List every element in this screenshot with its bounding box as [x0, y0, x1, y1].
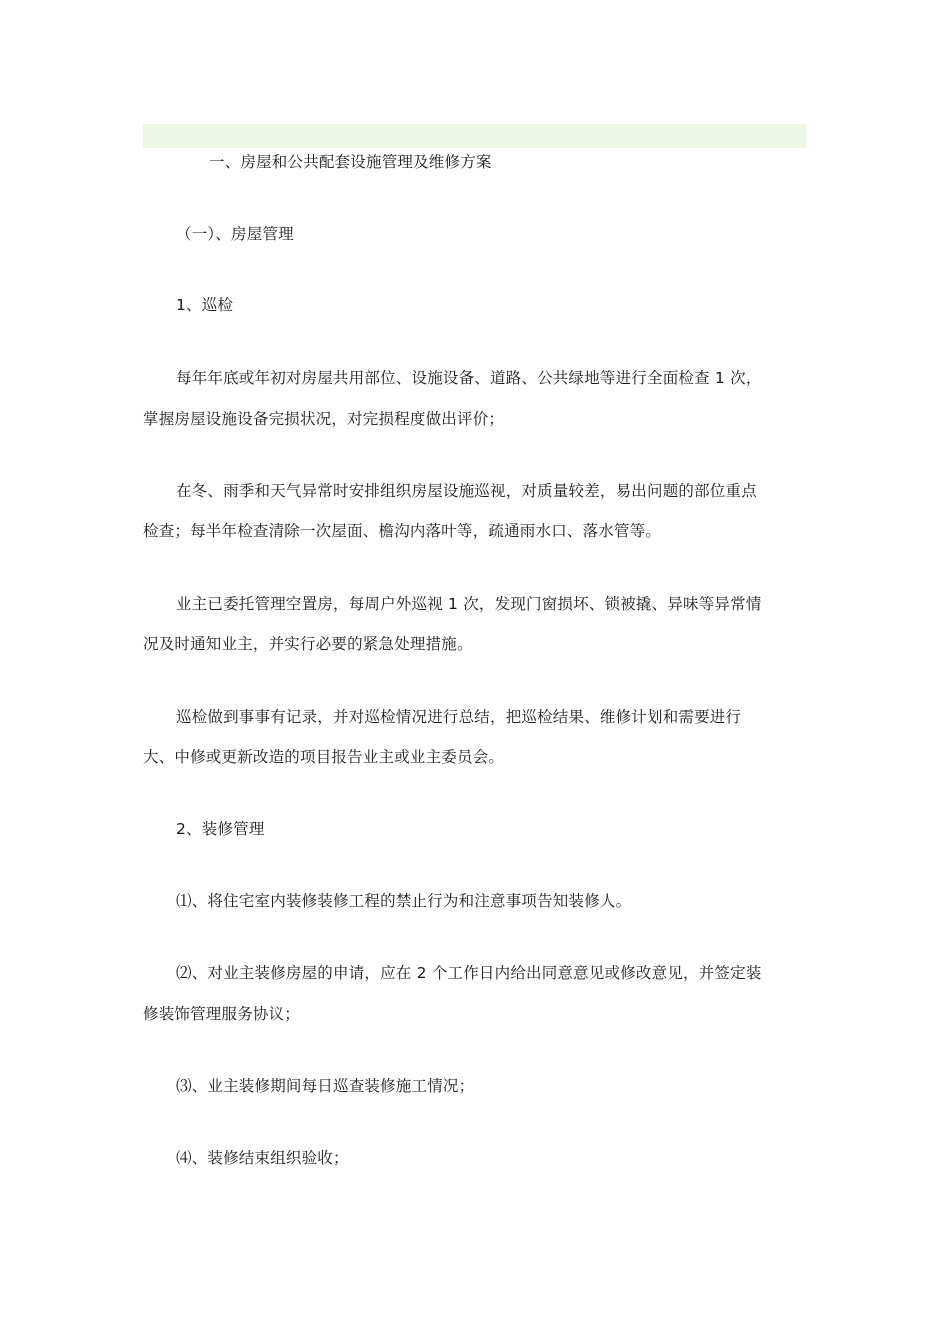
paragraph-4-line-2: 大、中修或更新改造的项目报告业主或业主委员会。 — [143, 748, 505, 766]
subsection-heading-inspection: 1、巡检 — [176, 296, 234, 314]
paragraph-1-line-2: 掌握房屋设施设备完损状况，对完损程度做出评价； — [143, 410, 505, 428]
paragraph-1-line-1: 每年年底或年初对房屋共用部位、设施设备、道路、公共绿地等进行全面检查 1 次， — [176, 369, 762, 387]
paragraph-2-line-1: 在冬、雨季和天气异常时安排组织房屋设施巡视，对质量较差，易出问题的部位重点 — [176, 482, 757, 500]
list-item-2-line-1: ⑵、对业主装修房屋的申请，应在 2 个工作日内给出同意意见或修改意见，并签定装 — [176, 964, 762, 982]
subsection-heading-renovation: 2、装修管理 — [176, 820, 265, 838]
section-heading: （一）、房屋管理 — [176, 225, 294, 243]
document-title: 一、房屋和公共配套设施管理及维修方案 — [209, 153, 492, 171]
header-band — [143, 124, 806, 148]
paragraph-2-line-2: 检查；每半年检查清除一次屋面、檐沟内落叶等，疏通雨水口、落水管等。 — [143, 522, 662, 540]
paragraph-3-line-2: 况及时通知业主，并实行必要的紧急处理措施。 — [143, 635, 473, 653]
list-item-2-line-2: 修装饰管理服务协议； — [143, 1005, 301, 1023]
list-item-3: ⑶、业主装修期间每日巡查装修施工情况； — [176, 1077, 475, 1095]
paragraph-3-line-1: 业主已委托管理空置房，每周户外巡视 1 次，发现门窗损坏、锁被撬、异味等异常情 — [176, 595, 762, 613]
paragraph-4-line-1: 巡检做到事事有记录，并对巡检情况进行总结，把巡检结果、维修计划和需要进行 — [176, 708, 742, 726]
list-item-4: ⑷、装修结束组织验收； — [176, 1149, 349, 1167]
list-item-1: ⑴、将住宅室内装修装修工程的禁止行为和注意事项告知装修人。 — [176, 892, 632, 910]
